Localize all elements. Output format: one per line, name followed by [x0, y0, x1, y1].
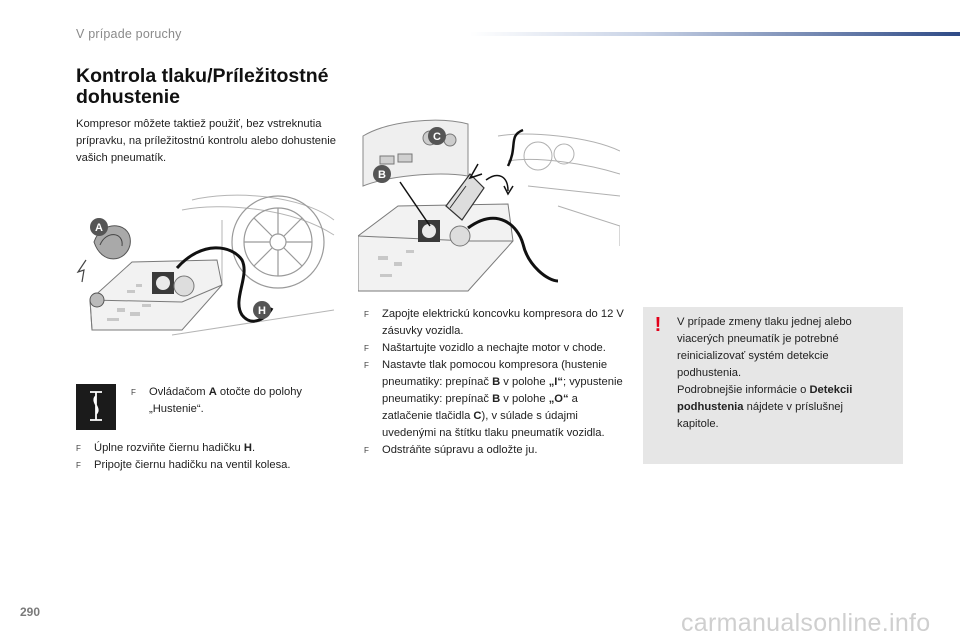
- list-item: F Nastavte tlak pomocou kompresora (hustenie pneumatiky: prepínač B v polohe „I“; vypustenie pneumatiky: prepínač B v polohe „O“ a zatlačenie tlačidla C), v súlade s údajmi uvedenými na štítku tlaku pneumatík vozidla.: [364, 359, 623, 439]
- list-item: F Úplne rozviňte čiernu hadičku H.: [76, 440, 346, 457]
- bullet-marker: F: [364, 446, 369, 455]
- label-h: H: [258, 305, 266, 317]
- header-rule: [470, 32, 960, 36]
- label-a: A: [95, 222, 103, 234]
- bullet-marker: F: [131, 388, 136, 397]
- list-item: F Naštartujte vozidlo a nechajte motor v chode.: [364, 340, 626, 357]
- intro-paragraph: Kompresor môžete taktiež použiť, bez vstreknutia prípravku, na príležitostnú kontrolu alebo dohustenie vašich pneumatík.: [76, 118, 336, 164]
- list-item: F Ovládačom A otočte do polohy „Hustenie“.: [131, 386, 303, 415]
- list-item: F Zapojte elektrickú koncovku kompresora do 12 V zásuvky vozidla.: [364, 308, 624, 337]
- step-list-hose: [76, 440, 346, 474]
- compressor-hose-illustration: [72, 190, 336, 340]
- list-item: F Odstráňte súpravu a odložte ju.: [364, 442, 626, 459]
- step-list-selector: [131, 384, 331, 418]
- page-title: Kontrola tlaku/Príležitostné dohustenie: [76, 65, 329, 108]
- list-item: F Pripojte čiernu hadičku na ventil kolesa.: [76, 457, 346, 474]
- warning-note-text: V prípade zmeny tlaku jednej alebo viacerých pneumatík je potrebné reinicializovať systém detekcie podhustenia. Podrobnejšie informácie o Detekcii podhustenia nájdete v príslušnej kapitole.: [677, 316, 853, 430]
- selector-pictogram-icon: [76, 384, 116, 430]
- warning-icon: !: [654, 314, 662, 336]
- bullet-marker: F: [364, 344, 369, 353]
- label-c: C: [433, 131, 441, 143]
- bullet-marker: F: [364, 361, 369, 370]
- plug-cable: [508, 130, 523, 166]
- step-list-compressor: [364, 306, 626, 459]
- page-number: 290: [20, 605, 41, 619]
- bullet-marker: F: [76, 461, 81, 470]
- bullet-marker: F: [76, 444, 81, 453]
- wheel-drawing: [232, 196, 324, 288]
- label-b: B: [378, 169, 386, 181]
- compressor-socket-illustration: [358, 116, 620, 296]
- section-title: V prípade poruchy: [76, 27, 182, 41]
- watermark: carmanualsonline.info: [681, 609, 931, 637]
- bullet-marker: F: [364, 310, 369, 319]
